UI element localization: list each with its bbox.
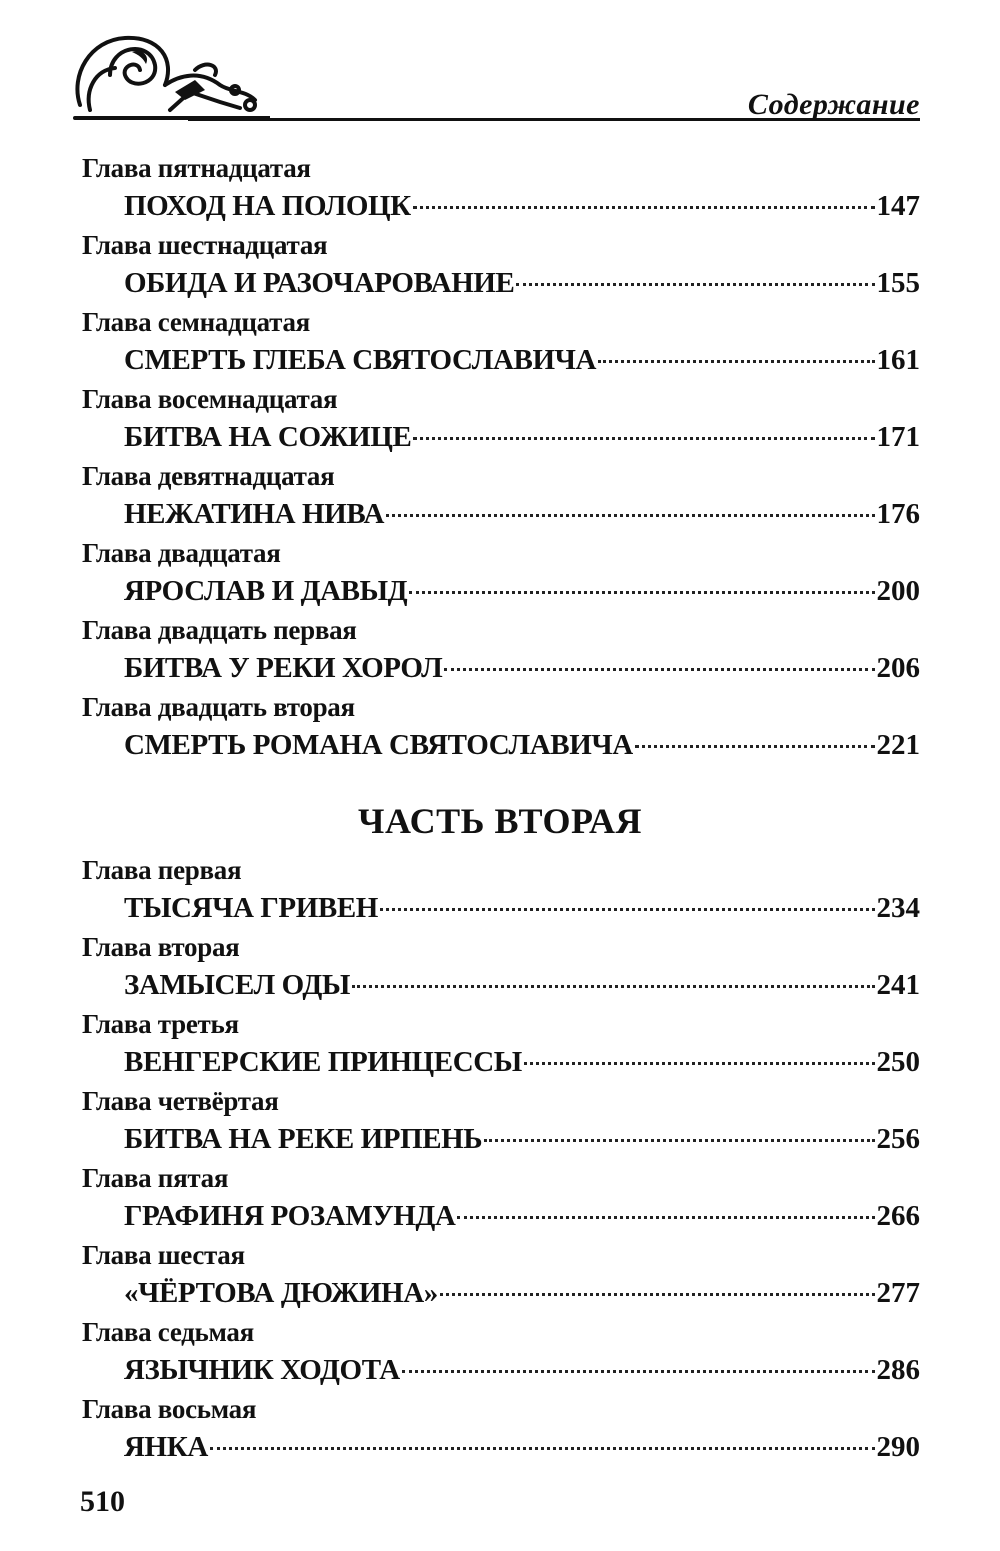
toc-chapter [82, 1083, 920, 1160]
toc-part-one [82, 150, 920, 766]
toc-entry[interactable] [124, 1273, 920, 1314]
toc-entry[interactable] [124, 1427, 920, 1468]
dot-leader [380, 908, 875, 911]
toc-chapter [82, 458, 920, 535]
chapter-label: Глава двадцатая [82, 538, 281, 568]
dot-leader [524, 1062, 875, 1065]
chapter-title: ПОХОД НА ПОЛОЦК [124, 190, 411, 222]
toc-entry[interactable] [124, 1042, 920, 1083]
toc-chapter [82, 381, 920, 458]
toc-entry[interactable] [124, 186, 920, 227]
dot-leader [444, 668, 874, 671]
chapter-label: Глава пятнадцатая [82, 153, 311, 183]
chapter-label: Глава восьмая [82, 1394, 257, 1424]
toc-entry[interactable] [124, 1350, 920, 1391]
toc-entry[interactable] [124, 725, 920, 766]
chapter-title: СМЕРТЬ РОМАНА СВЯТОСЛАВИЧА [124, 729, 633, 761]
chapter-label: Глава вторая [82, 932, 240, 962]
dot-leader [413, 437, 874, 440]
page-number: 266 [876, 1200, 920, 1232]
chapter-label: Глава девятнадцатая [82, 461, 335, 491]
dot-leader [402, 1370, 875, 1373]
page-number: 277 [876, 1277, 920, 1309]
page-number: 286 [876, 1354, 920, 1386]
chapter-title: СМЕРТЬ ГЛЕБА СВЯТОСЛАВИЧА [124, 344, 597, 376]
page-number: 206 [876, 652, 920, 684]
dot-leader [598, 360, 874, 363]
dot-leader [386, 514, 875, 517]
toc-entry[interactable] [124, 494, 920, 535]
dot-leader [413, 206, 875, 209]
chapter-title: НЕЖАТИНА НИВА [124, 498, 384, 530]
page-number: 256 [876, 1123, 920, 1155]
toc-chapter [82, 1237, 920, 1314]
header-rule [188, 118, 920, 121]
toc-part-two [82, 852, 920, 1468]
page-number: 155 [876, 267, 920, 299]
dot-leader [457, 1216, 874, 1219]
header-title: Содержание [747, 88, 920, 121]
toc-chapter [82, 1160, 920, 1237]
part-heading: ЧАСТЬ ВТОРАЯ [358, 801, 642, 841]
toc-entry[interactable] [124, 340, 920, 381]
chapter-label: Глава восемнадцатая [82, 384, 338, 414]
chapter-title: ЯРОСЛАВ И ДАВЫД [124, 575, 408, 607]
toc-chapter [82, 1314, 920, 1391]
chapter-title: ЗАМЫСЕЛ ОДЫ [124, 969, 350, 1001]
chapter-title: ОБИДА И РАЗОЧАРОВАНИЕ [124, 267, 515, 299]
page-number: 241 [876, 969, 920, 1001]
toc-chapter [82, 1391, 920, 1468]
toc-chapter [82, 929, 920, 1006]
toc-chapter [82, 304, 920, 381]
toc-chapter [82, 689, 920, 766]
toc-chapter [82, 150, 920, 227]
chapter-label: Глава первая [82, 855, 242, 885]
page-number: 161 [876, 344, 920, 376]
chapter-label: Глава шестнадцатая [82, 230, 328, 260]
toc-chapter [82, 535, 920, 612]
chapter-label: Глава третья [82, 1009, 239, 1039]
toc-chapter [82, 1006, 920, 1083]
chapter-label: Глава двадцать вторая [82, 692, 355, 722]
toc-entry[interactable] [124, 888, 920, 929]
toc-entry[interactable] [124, 571, 920, 612]
toc-entry[interactable] [124, 1196, 920, 1237]
chapter-label: Глава двадцать первая [82, 615, 357, 645]
chapter-title: БИТВА НА РЕКЕ ИРПЕНЬ [124, 1123, 483, 1155]
page-number: 250 [876, 1046, 920, 1078]
folio-page-number: 510 [80, 1485, 125, 1518]
page-number: 171 [876, 421, 920, 453]
dot-leader [635, 745, 875, 748]
chapter-title: ТЫСЯЧА ГРИВЕН [124, 892, 378, 924]
chapter-title: БИТВА У РЕКИ ХОРОЛ [124, 652, 443, 684]
dot-leader [352, 985, 875, 988]
chapter-title: ГРАФИНЯ РОЗАМУНДА [124, 1200, 456, 1232]
chapter-label: Глава четвёртая [82, 1086, 279, 1116]
toc-entry[interactable] [124, 1119, 920, 1160]
chapter-title: ЯНКА [124, 1431, 208, 1463]
chapter-label: Глава седьмая [82, 1317, 254, 1347]
ornament-icon [70, 30, 270, 120]
toc-entry[interactable] [124, 648, 920, 689]
toc-chapter [82, 612, 920, 689]
dot-leader [210, 1447, 875, 1450]
chapter-title: «ЧЁРТОВА ДЮЖИНА» [124, 1277, 438, 1309]
toc-entry[interactable] [124, 965, 920, 1006]
page-number: 176 [876, 498, 920, 530]
page-number: 290 [876, 1431, 920, 1463]
chapter-label: Глава шестая [82, 1240, 245, 1270]
running-header [70, 30, 920, 122]
chapter-title: ВЕНГЕРСКИЕ ПРИНЦЕССЫ [124, 1046, 522, 1078]
chapter-title: ЯЗЫЧНИК ХОДОТА [124, 1354, 400, 1386]
dot-leader [516, 283, 874, 286]
page-number: 221 [876, 729, 920, 761]
page-number: 200 [876, 575, 920, 607]
page-number: 147 [876, 190, 920, 222]
page-number: 234 [876, 892, 920, 924]
dot-leader [440, 1293, 875, 1296]
toc-entry[interactable] [124, 263, 920, 304]
dot-leader [409, 591, 874, 594]
toc-entry[interactable] [124, 417, 920, 458]
chapter-title: БИТВА НА СОЖИЦЕ [124, 421, 412, 453]
toc-chapter [82, 852, 920, 929]
dot-leader [484, 1139, 874, 1142]
toc-chapter [82, 227, 920, 304]
chapter-label: Глава семнадцатая [82, 307, 310, 337]
chapter-label: Глава пятая [82, 1163, 229, 1193]
